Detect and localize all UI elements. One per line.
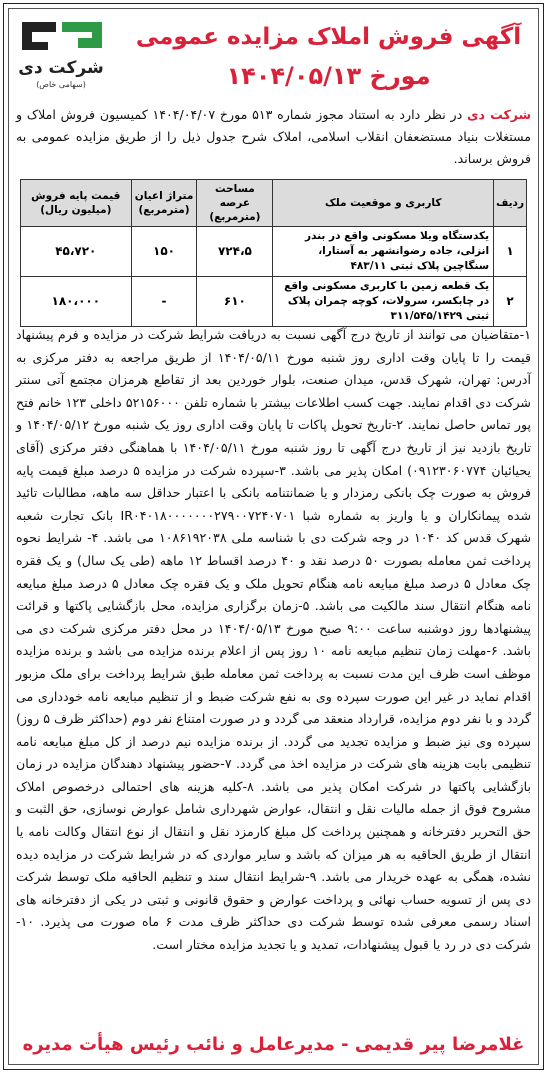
- logo-mark-icon: [18, 18, 108, 56]
- table-header-row: [21, 180, 527, 227]
- table-row: [21, 227, 527, 277]
- header-price: قیمت پایه فروش (میلیون ریال): [21, 180, 132, 227]
- ad-title: آگهی فروش املاک مزایده عمومی: [135, 24, 522, 50]
- cell-building: -: [131, 277, 197, 327]
- company-logo: [18, 18, 128, 98]
- properties-table: [20, 179, 527, 327]
- header-location: کاربری و موقعیت ملک: [273, 180, 494, 227]
- ad-date: مورخ ۱۴۰۴/۰۵/۱۳: [226, 62, 431, 90]
- cell-area: ۶۱۰: [197, 277, 273, 327]
- logo-company-name: شرکت دی: [18, 58, 104, 78]
- signature-line: غلامرضا پیر قدیمی - مدیرعامل و نائب رئیس هیأت مدیره: [22, 1034, 525, 1055]
- intro-paragraph: [16, 104, 531, 170]
- header-area: مساحت عرصه (مترمربع): [197, 180, 273, 227]
- cell-building: ۱۵۰: [131, 227, 197, 277]
- cell-area: ۷۲۴،۵: [197, 227, 273, 277]
- cell-price: ۴۵،۷۲۰: [21, 227, 132, 277]
- cell-price: ۱۸۰،۰۰۰: [21, 277, 132, 327]
- ad-page: [3, 3, 544, 1070]
- logo-company-type: (سهامی خاص): [36, 80, 86, 89]
- terms-body: ۱-متقاضیان می توانند از تاریخ درج آگهی نسبت به دریافت شرایط شرکت در مزایده و فرم پیشنهاد قیمت را تا پایان وقت اداری روز شنبه مورخ ۱۴۰۴/۰۵/۱۱ از طریق مراجعه به دفتر مرکزی به آدرس: تهران، شهرک قدس، میدان صنعت، بلوار خوردین بعد از تقاطع هرمزان مجتمع آتی سنتر شرکت دی اقدام نمایند. جهت کسب اطلاعات بیشتر با شماره تلفن ۵۲۱۵۶۰۰۰ داخلی ۱۲۳ خانم فتح پور تماس حاصل نمایند. ۲-تاریخ تحویل پاکات تا پایان وقت اداری روز یک شنبه مورخ ۱۴۰۴/۰۵/۱۲ و تاریخ بازدید نیز از تاریخ درج آگهی تا روز شنبه مورخ ۱۴۰۴/۰۵/۱۱ با هماهنگی دفتر مرکزی (آقای یحیائیان ۰۹۱۲۳۰۶۰۷۷۴) امکان پذیر می باشد. ۳-سپرده شرکت در مزایده ۵ درصد مبلغ قیمت پایه فروش به صورت چک بانکی رمزدار و یا ضمانتنامه بانکی با اعتبار حداقل سه ماهه، مطالبات تائید شده پیمانکاران و یا واریز به شماره شبا IR۰۴۰۱۸۰۰۰۰۰۰۰۲۷۹۰۰۷۲۴۰۷۰۱ بانک تجارت شعبه شهرک قدس کد ۱۰۴۰ در وجه شرکت دی با شناسه ملی ۱۰۸۶۱۹۲۰۳۸ می باشد. ۴- شرایط نحوه پرداخت ثمن معامله بصورت ۵۰ درصد نقد و ۴۰ درصد اقساط ۱۲ ماهه (طی یک سال) و یک فقره چک معادل ۵ درصد مبلغ مبایعه نامه هنگام تحویل ملک و یک فقره چک معادل ۵ درصد مبلغ مبایعه نامه هنگام انتقال سند مالکیت می باشد. ۵-زمان برگزاری مزایده، محل بازگشایی پاکتها و قرائت پیشنهادها روز دوشنبه ساعت ۹:۰۰ صبح مورخ ۱۴۰۴/۰۵/۱۳ در محل دفتر مرکزی شرکت دی می باشد. ۶-مهلت زمان تنظیم مبایعه نامه ۱۰ روز پس از اعلام برنده مزایده می باشد و برنده مزایده موظف است ظرف این مدت نسبت به پرداخت ثمن معامله طبق شرایط پرداخت برای ملک مزبور اقدام نماید در غیر این صورت سپرده وی به نفع شرکت ضبط و از تنظیم مبایعه نامه خودداری می گردد و با نفر دوم مزایده، قرارداد منعقد می گردد و در صورت امتناع نفر دوم (حداکثر ظرف ۵ روز) سپرده وی نیز ضبط و مزایده تجدید می گردد. از برنده مزایده نیم درصد از کل مبلغ مبایعه نامه تنظیمی بابت هزینه های شرکت در مزایده اخذ می گردد. ۷-حضور پیشنهاد دهندگان مزایده در زمان بازگشایی پاکتها در شرکت امکان پذیر می باشد. ۸-کلیه هزینه های احتمالی درخصوص املاک مشروح فوق از جمله مالیات نقل و انتقال، عوارض شهرداری شامل عوارض نوسازی، حق الثبت و حق التحریر دفترخانه و همچنین پرداخت کل مبلغ کارمزد نقل و انتقال از نوع انتقال وکالت نامه یا انتقال از طریق الحاقیه به هر میزان که باشد و سایر مواردی که در شرایط شرکت در مزایده دیده نشده، همگی به عهده خریدار می باشد. ۹-شرایط انتقال سند و تنظیم الحاقیه ملک توسط شرکت دی پس از تسویه حساب نهائی و پرداخت عوارض و حقوق قانونی و ثبتی در یکی از دفترخانه های اسناد رسمی معرفی شده توسط شرکت دی حداکثر ظرف مدت ۶ ماه صورت می پذیرد. ۱۰-شرکت دی در رد یا قبول پیشنهادات، تمدید و یا تجدید مزایده مختار است.: [16, 327, 532, 953]
- cell-row-number: ۱: [494, 227, 527, 277]
- header-row-number: ردیف: [494, 180, 527, 227]
- intro-text: در نظر دارد به استناد مجوز شماره ۵۱۳ مورخ ۱۴۰۴/۰۴/۰۷ کمیسیون فروش املاک و مستغلات بنیاد مستضعفان انقلاب اسلامی، املاک شرح جدول ذیل را از طریق مزایده عمومی به فروش برساند.: [16, 107, 531, 166]
- cell-location: یک قطعه زمین با کاربری مسکونی واقع در چابکسر، سرولات، کوچه چمران پلاک ثبتی ۳۱۱/۵۴۵/۱۴۲۹: [273, 277, 494, 327]
- intro-company-name: شرکت دی: [466, 107, 531, 122]
- cell-row-number: ۲: [494, 277, 527, 327]
- cell-location: یکدستگاه ویلا مسکونی واقع در بندر انزلی، جاده رضوانشهر به آستارا، سنگاچین پلاک ثبتی ۴۸۳/۱۱: [273, 227, 494, 277]
- table-row: [21, 277, 527, 327]
- header-building: متراژ اعیان (مترمربع): [131, 180, 197, 227]
